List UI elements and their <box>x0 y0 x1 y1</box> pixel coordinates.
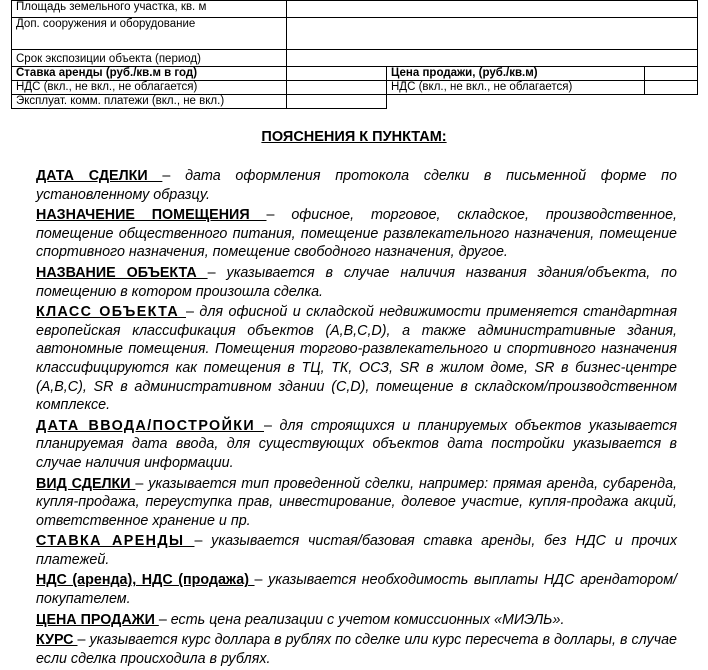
sale-price-header: Цена продажи, (руб./кв.м) <box>387 67 645 81</box>
vat-rent-value[interactable] <box>287 81 387 95</box>
utility-payments-value[interactable] <box>287 95 387 109</box>
object-form-table <box>11 0 698 109</box>
note-term: СТАВКА АРЕНДЫ <box>36 533 195 550</box>
note-term: ДАТА ВВОДА/ПОСТРОЙКИ <box>36 417 265 434</box>
note-text: указывается в случае наличия названия здания/объекта, по помещению в котором произошла сделка. <box>36 264 677 300</box>
vat-rent-label: НДС (вкл., не вкл., не облагается) <box>12 81 287 95</box>
note-term: КЛАСС ОБЪЕКТА <box>36 304 186 321</box>
note-object-name <box>36 264 677 301</box>
extra-buildings-value[interactable] <box>287 18 698 50</box>
note-dash: – <box>266 207 275 224</box>
exposure-period-value[interactable] <box>287 50 698 67</box>
note-dash: – <box>254 572 263 589</box>
notes-title: ПОЯСНЕНИЯ К ПУНКТАМ: <box>261 129 447 145</box>
note-dash: – <box>264 417 272 434</box>
note-term: ДАТА СДЕЛКИ <box>36 168 163 184</box>
note-dash: – <box>207 264 216 281</box>
note-dash: – <box>158 611 167 628</box>
land-area-label: Площадь земельного участка, кв. м <box>12 1 287 18</box>
notes-list <box>36 167 677 670</box>
vat-sale-value[interactable] <box>645 81 698 95</box>
note-term: КУРС <box>36 632 78 649</box>
note-term: ЦЕНА ПРОДАЖИ <box>36 611 159 628</box>
note-premises-purpose <box>36 206 677 262</box>
note-dash: – <box>77 632 86 649</box>
note-term: НАЗНАЧЕНИЕ ПОМЕЩЕНИЯ <box>36 207 267 224</box>
note-text: есть цена реализации с учетом комиссионных «МИЭЛЬ». <box>166 611 565 628</box>
note-term: ВИД СДЕЛКИ <box>36 475 136 492</box>
note-deal-date <box>36 167 677 204</box>
note-term: НАЗВАНИЕ ОБЪЕКТА <box>36 264 208 281</box>
note-object-class <box>36 303 677 415</box>
note-deal-type <box>36 475 677 531</box>
rent-rate-value[interactable] <box>287 67 387 81</box>
note-text: указывается курс доллара в рублях по сделке или курс пересчета в доллары, в случае если сделка происходила в рублях. <box>36 632 677 667</box>
note-text: дата оформления протокола сделки в письменной форме по установленному образцу. <box>36 168 677 203</box>
sale-price-value[interactable] <box>645 67 698 81</box>
empty-cell <box>387 95 698 109</box>
vat-sale-label: НДС (вкл., не вкл., не облагается) <box>387 81 645 95</box>
utility-payments-label: Эксплуат. комм. платежи (вкл., не вкл.) <box>12 95 287 109</box>
extra-buildings-label: Доп. сооружения и оборудование <box>12 18 287 50</box>
note-text: офисное, торговое, складское, производственное, помещение общественного питания, помещение развлекательного назначения, помещение спортивного назначения, помещение свободного назначения, другое. <box>36 207 677 261</box>
note-term: НДС (аренда), НДС (продажа) <box>36 572 255 589</box>
note-text: для офисной и складской недвижимости применяется стандартная европейская классификация объектов (A,B,C,D), а также административные здания, автономные помещения. Помещения торгово-развлекательного и спортивного назначения классифицируются как помещения в ТЦ, ТК, ОСЗ, SR в жилом доме, SR в бизнес-центре (A,B,C), SR в административном здании (C,D), помещение в складском/производственном комплексе. <box>36 304 677 414</box>
note-dash: – <box>194 533 203 550</box>
note-text: указывается чистая/базовая ставка аренды, без НДС и прочих платежей. <box>36 533 678 568</box>
note-rent-rate <box>36 532 677 569</box>
exposure-period-label: Срок экспозиции объекта (период) <box>12 50 287 67</box>
note-text: для строящихся и планируемых объектов указывается планируемая дата ввода, для существующих объектов дата постройки указывается в случае наличия информации. <box>36 417 677 471</box>
note-dash: – <box>162 168 171 184</box>
note-text: указывается необходимость выплаты НДС арендатором/покупателем. <box>36 572 677 608</box>
note-dash: – <box>186 304 194 321</box>
note-build-date <box>36 417 677 473</box>
rent-rate-header: Ставка аренды (руб./кв.м в год) <box>12 67 287 81</box>
note-vat <box>36 571 677 608</box>
note-dash: – <box>135 475 144 492</box>
note-sale-price <box>36 611 677 630</box>
note-text: указывается тип проведенной сделки, например: прямая аренда, субаренда, купля-продажа, переуступка прав, инвестирование, долевое участие, купля-продажа акций, ответственное хранение и пр. <box>36 475 677 529</box>
land-area-value[interactable] <box>287 1 698 18</box>
